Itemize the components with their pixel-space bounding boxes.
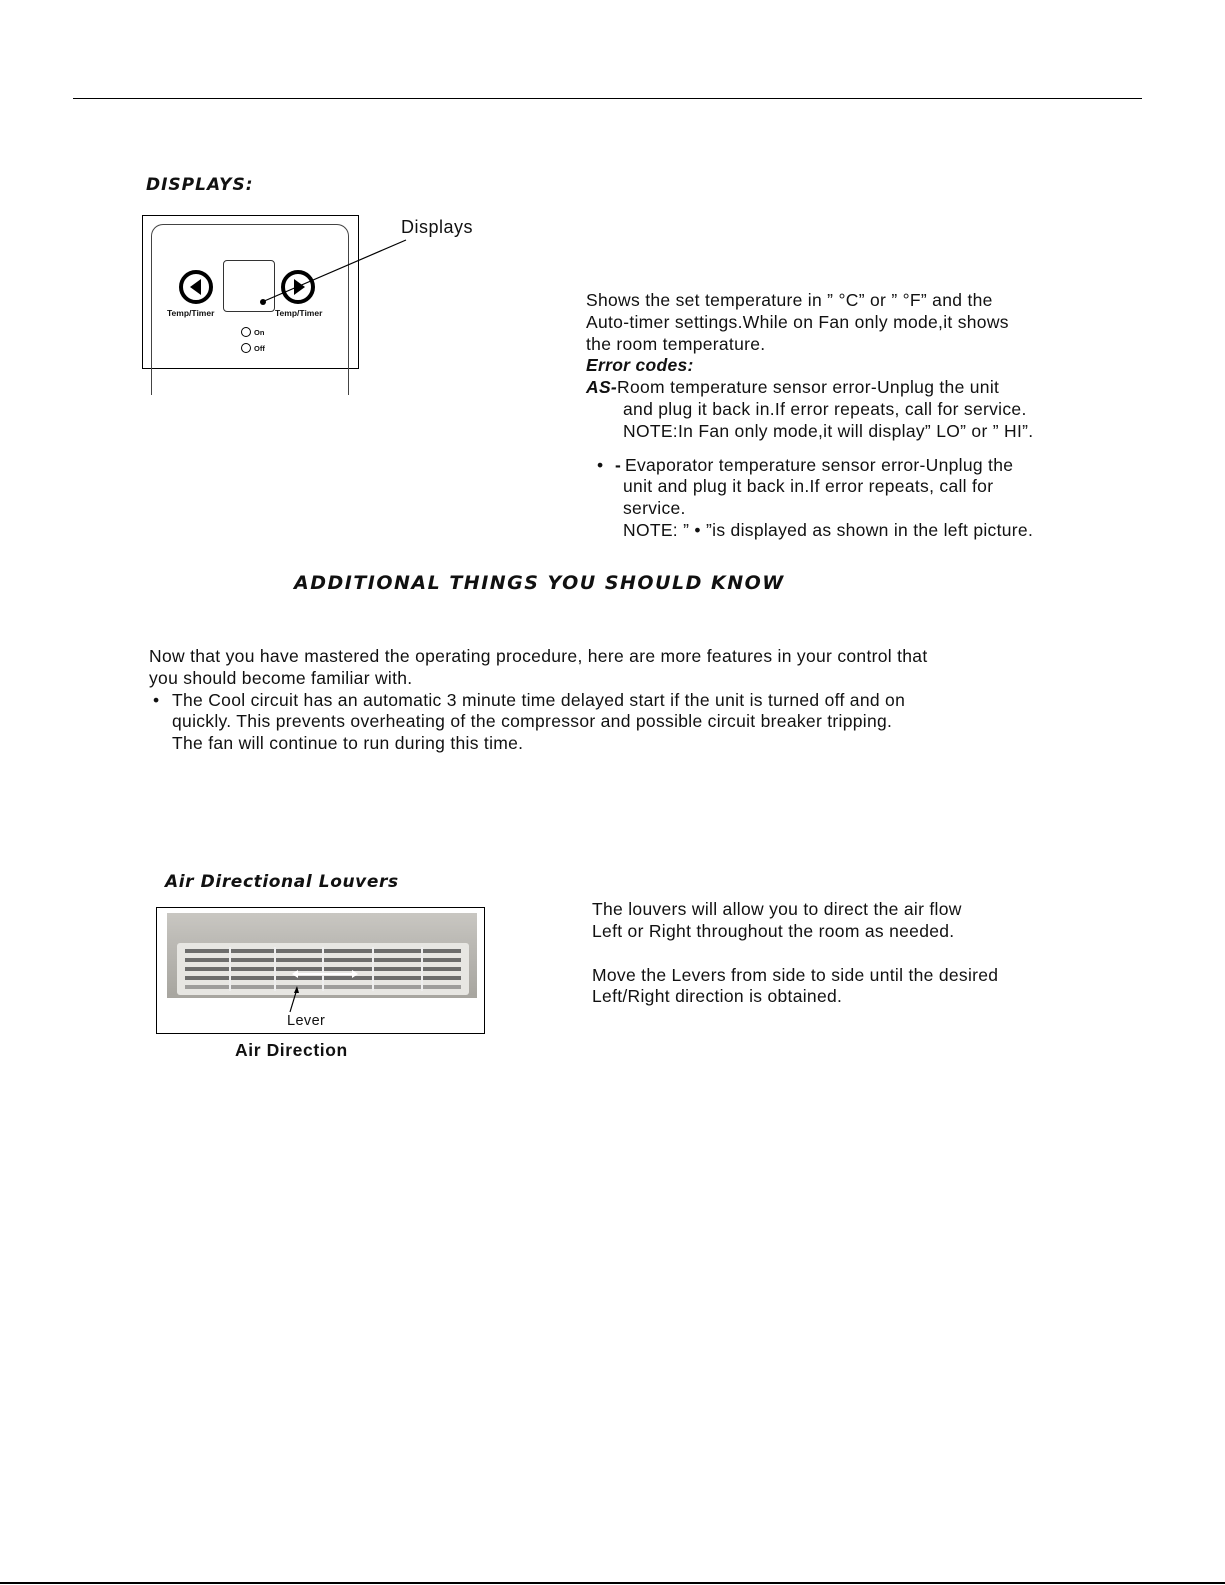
led-off-indicator xyxy=(241,343,265,353)
louver-grill xyxy=(177,943,469,995)
description-line: the room temperature. xyxy=(586,333,766,354)
error-code: AS- xyxy=(586,377,618,398)
led-on-label: On xyxy=(254,327,265,337)
displays-heading: DISPLAYS: xyxy=(146,175,254,195)
error-continuation: unit and plug it back in.If error repeats, call for xyxy=(623,476,994,497)
displays-callout-label: Displays xyxy=(401,217,474,237)
error-text: Room temperature sensor error-Unplug the unit xyxy=(617,377,1000,398)
led-circle-icon xyxy=(241,327,251,337)
evaporator-error-dot xyxy=(260,299,266,305)
air-direction-caption: Air Direction xyxy=(235,1040,348,1060)
description-line: Shows the set temperature in ” °C” or ” °F” and the xyxy=(586,290,993,310)
displays-description xyxy=(586,290,1146,542)
left-right-arrow-icon xyxy=(297,973,353,975)
description-line: Auto-timer settings.While on Fan only mode,it shows xyxy=(586,311,1009,332)
louver-desc-line: Move the Levers from side to side until the desired xyxy=(592,964,999,985)
led-off-label: Off xyxy=(254,343,265,353)
error-continuation: and plug it back in.If error repeats, call for service. xyxy=(623,398,1027,419)
bullet-dot-icon: • xyxy=(153,689,160,710)
cool-circuit-bullet xyxy=(149,690,1109,755)
error-note: NOTE: ” • ”is displayed as shown in the left picture. xyxy=(623,519,1034,540)
intro-line: Now that you have mastered the operating procedure, here are more features in your control that xyxy=(149,646,928,666)
temp-timer-right-button xyxy=(281,270,315,304)
bullet-line: quickly. This prevents overheating of the compressor and possible circuit breaker tripping. xyxy=(172,711,893,732)
bullet-line: The fan will continue to run during this time. xyxy=(172,733,524,754)
lcd-display xyxy=(223,260,275,312)
louver-desc-line: Left or Right throughout the room as needed. xyxy=(592,920,955,941)
right-arrow-icon xyxy=(294,279,305,295)
bullet-dot-icon: • xyxy=(597,454,604,475)
footer-rule xyxy=(0,1582,1225,1584)
louver-desc-line: Left/Right direction is obtained. xyxy=(592,986,843,1007)
additional-things-heading: ADDITIONAL THINGS YOU SHOULD KNOW xyxy=(294,572,785,594)
error-continuation: service. xyxy=(623,498,686,519)
error-codes-heading: Error codes: xyxy=(586,355,694,376)
louvers-heading: Air Directional Louvers xyxy=(165,872,399,892)
additional-intro xyxy=(149,646,1109,755)
louver-photo xyxy=(167,913,477,998)
header-rule xyxy=(73,98,1142,99)
left-arrow-icon xyxy=(190,279,201,295)
error-note: NOTE:In Fan only mode,it will display” LO” or ” HI”. xyxy=(623,420,1034,441)
temp-timer-left-button xyxy=(179,270,213,304)
error-item-evaporator xyxy=(586,455,1146,542)
louver-photo-frame xyxy=(156,907,485,1034)
right-button-label: Temp/Timer xyxy=(275,308,323,318)
louver-desc-line: The louvers will allow you to direct the air flow xyxy=(592,899,962,919)
error-dash: - xyxy=(615,454,622,475)
led-circle-icon xyxy=(241,343,251,353)
louver-description xyxy=(592,899,1112,1008)
control-panel-illustration xyxy=(142,215,359,369)
error-item-as xyxy=(586,377,1146,442)
bullet-line: The Cool circuit has an automatic 3 minute time delayed start if the unit is turned off and on xyxy=(172,689,906,710)
left-button-label: Temp/Timer xyxy=(167,308,215,318)
led-on-indicator xyxy=(241,327,264,337)
lever-label: Lever xyxy=(287,1013,326,1029)
intro-line: you should become familiar with. xyxy=(149,667,413,688)
error-text: Evaporator temperature sensor error-Unplug the xyxy=(625,454,1014,475)
